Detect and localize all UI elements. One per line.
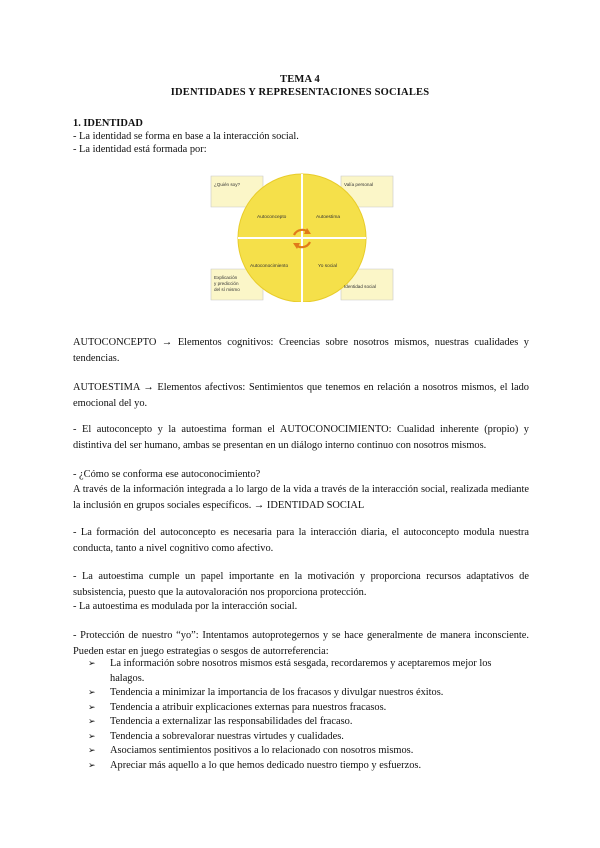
identity-line-2: - La identidad está formada por:: [73, 144, 207, 155]
bullet-arrow-icon: ➢: [88, 717, 96, 727]
paragraph-formacion: - La formación del autoconcepto es necesaria para la interacción diaria, el autoconcepto modula nuestra conducta, tanto a nivel cognitivo como afectivo.: [73, 527, 529, 554]
quadrant-label-autoconocimiento: Autoconocimiento: [250, 264, 289, 269]
corner-label-bottom-right: Identidad social: [344, 284, 376, 289]
bullet-arrow-icon: ➢: [88, 760, 96, 771]
paragraph-autoconocimiento: - El autoconcepto y la autoestima forman el AUTOCONOCIMIENTO: Cualidad inherente (propio) y distintiva del ser humano, ambas se presentan en un diálogo interno continuo con nosotros mismos.: [73, 424, 529, 451]
corner-label-top-left: ¿Quién soy?: [214, 182, 241, 187]
quadrant-label-yo-social: Yo social: [318, 264, 338, 269]
list-item: ➢ Tendencia a atribuir explicaciones externas para nuestros fracasos.: [88, 701, 528, 716]
list-item: ➢ Apreciar más aquello a lo que hemos dedicado nuestro tiempo y esfuerzos.: [88, 759, 528, 774]
paragraph-autoconcepto: AUTOCONCEPTO → Elementos cognitivos: Creencias sobre nosotros mismos, nuestras cualidades y tendencias.: [73, 337, 529, 364]
section-heading: 1. IDENTIDAD: [73, 118, 143, 129]
bias-list: [88, 657, 528, 773]
corner-label-bottom-left-1: Explicación: [214, 275, 238, 280]
identity-line-1: - La identidad se forma en base a la interacción social.: [73, 131, 299, 142]
paragraph-proteccion: - Protección de nuestro “yo”: Intentamos autoprotegernos y se hace generalmente de manera inconsciente. Pueden estar en juego estrategias o sesgos de autorreferencia:: [73, 630, 529, 657]
corner-label-top-right: Valía personal: [344, 182, 374, 187]
bullet-arrow-icon: ➢: [88, 746, 96, 756]
bullet-arrow-icon: ➢: [88, 688, 96, 698]
paragraph-autoestima: AUTOESTIMA → Elementos afectivos: Sentimientos que tenemos en relación a nosotros mismos, el lado emocional del yo.: [73, 382, 529, 409]
paragraph-motivacion: - La autoestima cumple un papel importante en la motivación y proporciona recursos adaptativos de subsistencia, puesto que la autovaloración nos proporciona protección.: [73, 571, 529, 598]
identity-diagram: [208, 171, 396, 302]
paragraph-modulada: - La autoestima es modulada por la interacción social.: [73, 601, 298, 612]
quadrant-label-autoconcepto: Autoconcepto: [257, 215, 287, 220]
bullet-arrow-icon: ➢: [88, 659, 96, 669]
corner-label-bottom-left-3: del sí mismo: [214, 287, 240, 292]
document-title: TEMA 4: [280, 74, 320, 85]
corner-label-bottom-left-2: y predicción: [214, 281, 239, 286]
document-subtitle: IDENTIDADES Y REPRESENTACIONES SOCIALES: [170, 87, 430, 98]
paragraph-question: - ¿Cómo se conforma ese autoconocimiento?: [73, 469, 261, 480]
quadrant-label-autoestima: Autoestima: [316, 215, 340, 220]
list-item: ➢ Tendencia a minimizar la importancia de los fracasos y divulgar nuestros éxitos.: [88, 686, 528, 701]
list-item: ➢ La información sobre nosotros mismos está sesgada, recordaremos y aceptaremos mejor los halagos.: [88, 658, 492, 684]
bullet-arrow-icon: ➢: [88, 702, 96, 713]
list-item: ➢ Tendencia a externalizar las responsabilidades del fracaso.: [88, 715, 528, 730]
list-item: ➢ Asociamos sentimientos positivos a lo relacionado con nosotros mismos.: [88, 744, 528, 759]
bullet-arrow-icon: ➢: [88, 731, 96, 742]
list-item: ➢ Tendencia a sobrevalorar nuestras virtudes y cualidades.: [88, 730, 528, 745]
paragraph-answer: A través de la información integrada a lo largo de la vida a través de la interacción social, realizada mediante la inclusión en grupos sociales específicos. → IDENTIDAD SOCIAL: [73, 484, 529, 511]
